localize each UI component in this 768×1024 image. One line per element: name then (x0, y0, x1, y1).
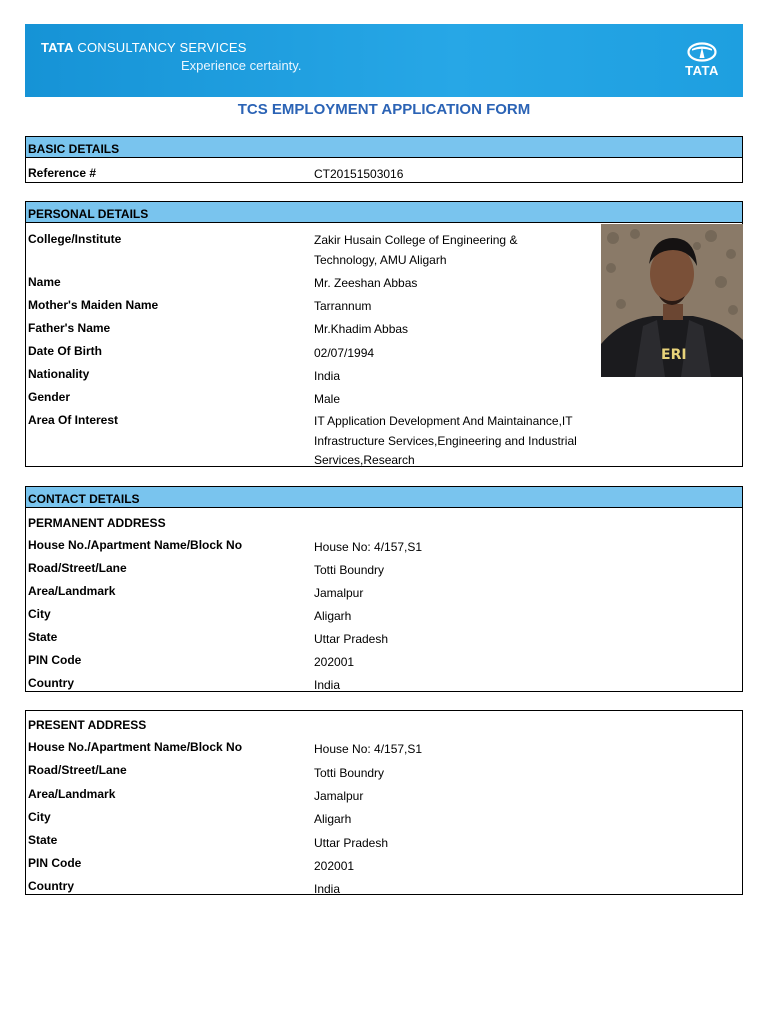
field-value: Male (314, 392, 341, 406)
section-heading: PERSONAL DETAILS (26, 202, 742, 223)
college-value-line2: Technology, AMU Aligarh (314, 253, 447, 267)
field-value: House No: 4/157,S1 (314, 742, 423, 756)
field-value: Totti Boundry (314, 563, 385, 577)
field-value: India (314, 369, 341, 383)
field-value: Aligarh (314, 609, 352, 623)
field-value: Mr.Khadim Abbas (314, 322, 409, 336)
field-label: Area/Landmark (28, 787, 116, 801)
field-value: Jamalpur (314, 789, 364, 803)
basic-details-section (25, 136, 743, 183)
field-value: Aligarh (314, 812, 352, 826)
field-label: City (28, 810, 51, 824)
permanent-address-heading: PERMANENT ADDRESS (28, 516, 166, 530)
field-label: State (28, 630, 58, 644)
field-label: College/Institute (28, 232, 122, 246)
present-address-heading: PRESENT ADDRESS (28, 718, 147, 732)
field-label: Father's Name (28, 321, 111, 335)
field-label: PIN Code (28, 856, 82, 870)
shirt-print: ERI (661, 347, 687, 363)
field-label: Mother's Maiden Name (28, 298, 159, 312)
field-label: Road/Street/Lane (28, 763, 127, 777)
field-value: India (314, 882, 341, 896)
field-label: House No./Apartment Name/Block No (28, 538, 243, 552)
interest-value-line1: IT Application Development And Maintainance,IT (314, 414, 573, 428)
field-label: State (28, 833, 58, 847)
present-address-section (25, 710, 743, 895)
field-value: 02/07/1994 (314, 346, 375, 360)
field-value: Jamalpur (314, 586, 364, 600)
section-heading: CONTACT DETAILS (26, 487, 742, 508)
applicant-photo (601, 224, 743, 377)
field-value: Uttar Pradesh (314, 632, 389, 646)
header-banner (25, 24, 743, 97)
applicant-photo-image (601, 224, 743, 377)
section-heading: BASIC DETAILS (26, 137, 742, 158)
page-title: TCS EMPLOYMENT APPLICATION FORM (237, 101, 531, 118)
brand-bold: TATA (41, 40, 74, 55)
field-label: Date Of Birth (28, 344, 103, 358)
field-value: Mr. Zeeshan Abbas (314, 276, 418, 290)
field-value: Totti Boundry (314, 766, 385, 780)
brand-rest: CONSULTANCY SERVICES (77, 40, 247, 55)
field-label: Road/Street/Lane (28, 561, 127, 575)
interest-value-line3: Services,Research (314, 453, 415, 467)
logo-wordmark: TATA (685, 63, 719, 78)
field-value: 202001 (314, 655, 355, 669)
contact-details-section (25, 486, 743, 692)
field-label: PIN Code (28, 653, 82, 667)
company-name (41, 40, 247, 55)
field-value: Tarrannum (314, 299, 372, 313)
field-value: House No: 4/157,S1 (314, 540, 423, 554)
tata-logo-icon (687, 42, 717, 62)
field-value: CT20151503016 (314, 167, 404, 181)
field-label: Nationality (28, 367, 90, 381)
field-label: Country (28, 879, 74, 893)
field-label: City (28, 607, 51, 621)
field-value: 202001 (314, 859, 355, 873)
tagline: Experience certainty. (181, 58, 302, 73)
field-value: India (314, 678, 341, 692)
field-label: Gender (28, 390, 71, 404)
personal-details-section (25, 201, 743, 467)
tata-logo (679, 42, 725, 82)
interest-value-line2: Infrastructure Services,Engineering and Industrial (314, 434, 577, 448)
field-label: House No./Apartment Name/Block No (28, 740, 243, 754)
field-label: Area/Landmark (28, 584, 116, 598)
field-label: Area Of Interest (28, 413, 119, 427)
field-label: Country (28, 676, 74, 690)
field-value: Uttar Pradesh (314, 836, 389, 850)
field-label: Name (28, 275, 61, 289)
field-label: Reference # (28, 166, 97, 180)
college-value-line1: Zakir Husain College of Engineering & (314, 233, 518, 247)
